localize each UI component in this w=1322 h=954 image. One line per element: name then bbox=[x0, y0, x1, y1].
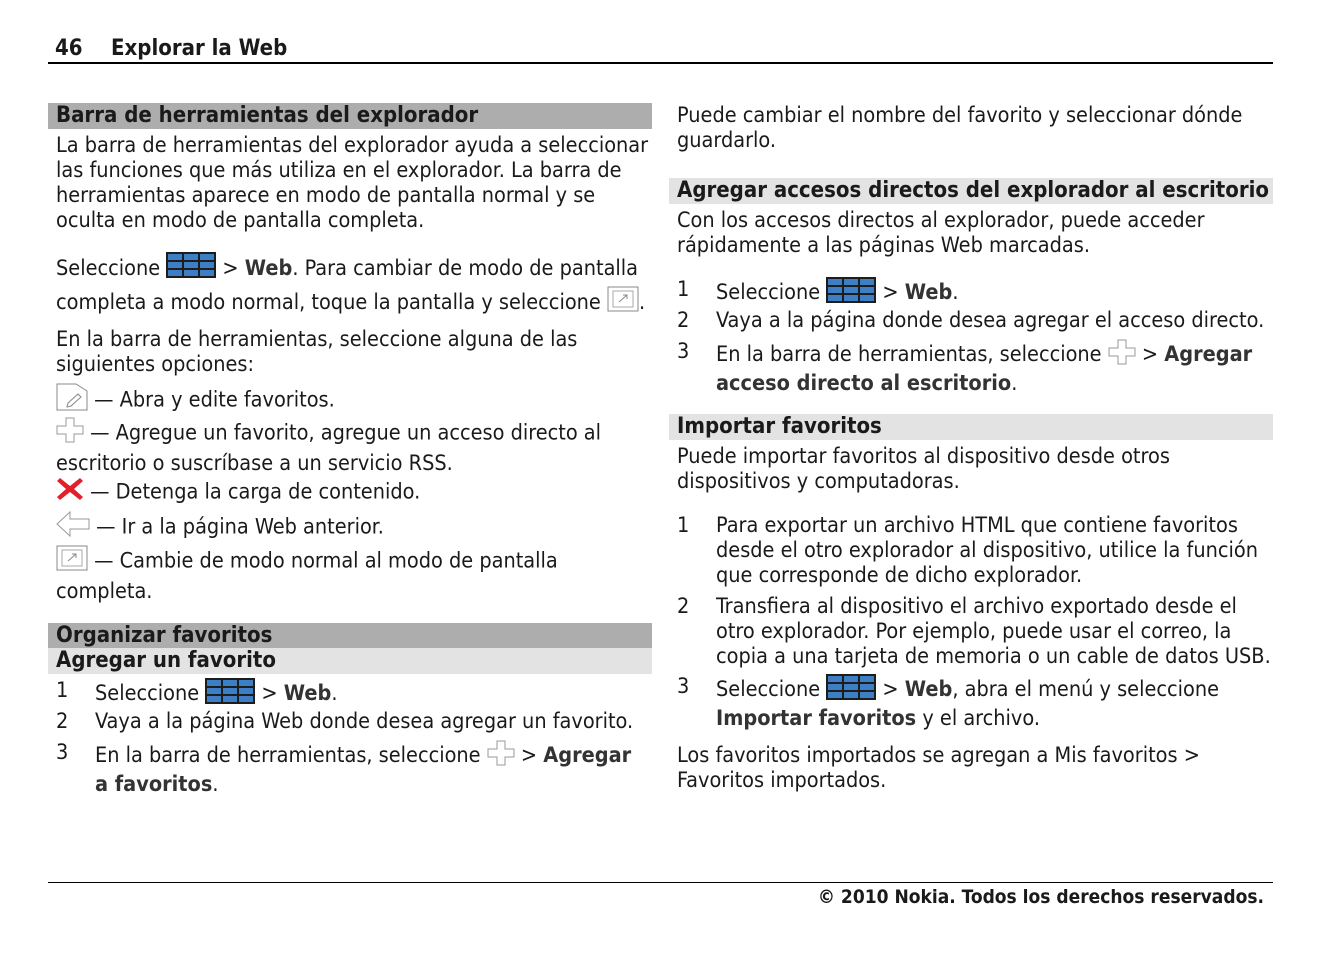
add-plus-icon bbox=[1108, 339, 1136, 371]
page-header bbox=[48, 34, 1273, 64]
menu-grid-icon bbox=[826, 674, 876, 706]
section-title-import: Importar favoritos bbox=[669, 414, 1273, 440]
stop-icon bbox=[56, 476, 84, 509]
shortcuts-description: Con los accesos directos al explorador, puede acceder rápidamente a las páginas Web marcadas. bbox=[677, 208, 1205, 258]
chapter-title: Explorar la Web bbox=[111, 36, 288, 61]
rename-note: Puede cambiar el nombre del favorito y seleccionar dónde guardarlo. bbox=[677, 103, 1243, 153]
fullscreen-icon bbox=[607, 286, 639, 320]
option-back: — Ir a la página Web anterior. bbox=[56, 511, 384, 544]
option-add: — Agregue un favorito, agregue un acceso directo al escritorio o suscríbase a un servicio RSS. bbox=[56, 417, 646, 477]
menu-grid-icon bbox=[826, 277, 876, 309]
copyright: © 2010 Nokia. Todos los derechos reservados. bbox=[817, 886, 1264, 908]
section-title-add-favorite: Agregar un favorito bbox=[48, 648, 652, 674]
option-bookmarks: — Abra y edite favoritos. bbox=[56, 383, 335, 418]
back-arrow-icon bbox=[56, 511, 90, 544]
footer-divider bbox=[48, 882, 1273, 883]
section-title-shortcuts: Agregar accesos directos del explorador al escritorio bbox=[669, 178, 1273, 204]
bookmarks-icon bbox=[56, 383, 88, 418]
option-stop: — Detenga la carga de contenido. bbox=[56, 476, 420, 509]
section-title-toolbar: Barra de herramientas del explorador bbox=[48, 103, 652, 129]
add-plus-icon bbox=[487, 740, 515, 772]
add-plus-icon bbox=[56, 417, 84, 450]
option-fullscreen: — Cambie de modo normal al modo de pantalla completa. bbox=[56, 545, 646, 605]
menu-grid-icon bbox=[166, 252, 216, 286]
toolbar-instructions: Seleccione > Web. Para cambiar de modo de pantalla completa a modo normal, toque la pantalla y seleccione . bbox=[48, 252, 664, 320]
section-title-organize: Organizar favoritos bbox=[48, 623, 652, 649]
fullscreen-icon bbox=[56, 545, 88, 578]
menu-grid-icon bbox=[205, 678, 255, 710]
toolbar-options-intro: En la barra de herramientas, seleccione alguna de las siguientes opciones: bbox=[56, 327, 578, 377]
page-number: 46 bbox=[55, 36, 83, 61]
import-result-note: Los favoritos importados se agregan a Mis favoritos > Favoritos importados. bbox=[677, 743, 1200, 793]
import-description: Puede importar favoritos al dispositivo desde otros dispositivos y computadoras. bbox=[677, 444, 1170, 494]
toolbar-description: La barra de herramientas del explorador ayuda a seleccionar las funciones que más utiliza en el explorador. La barra de herramientas aparece en modo de pantalla normal y se oculta en modo de pantalla completa. bbox=[56, 133, 649, 233]
